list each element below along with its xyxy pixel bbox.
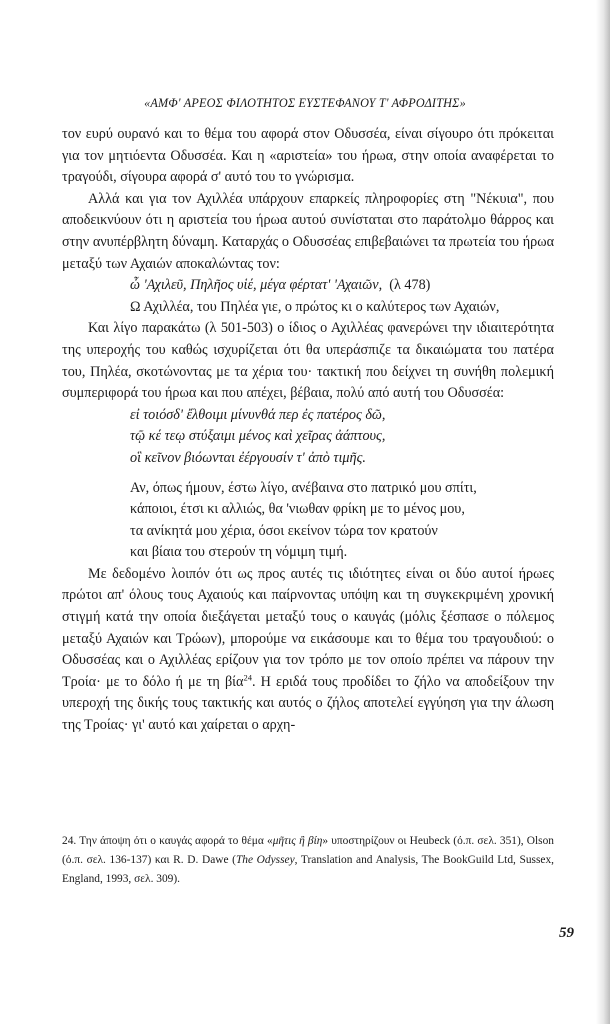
page-number: 59 bbox=[559, 925, 574, 941]
footnote-text-c: , Translation and Analysis, The BookGuild Ltd, Sussex, England, 1993, σελ. 309). bbox=[62, 853, 555, 885]
quote-2-translation-line: τα ανίκητά μου χέρια, όσοι εκείνον τώρα τον κρατούν bbox=[130, 522, 438, 539]
paragraph-2: Αλλά και για τον Αχιλλέα υπάρχουν επαρκείς πληροφορίες στη "Νέκυια", που αποδεικνύουν ότι η αριστεία του ήρωα αυτού συνίσταται στο παράτολμο θάρρος και στην ανυπέρβλητη δύναμη. Καταρχάς ο Οδυσσέας επιβεβαιώνει τα πρωτεία του ήρωα μεταξύ των Αχαιών αποκαλώντας τον: bbox=[62, 190, 554, 272]
quote-1-greek-line bbox=[62, 275, 554, 297]
quote-2-translation-line: κάποιοι, έτσι κι αλλιώς, θα 'νιωθαν φρίκη με το μένος μου, bbox=[130, 501, 465, 518]
quote-2-translation-line: και βίαια του στερούν τη νόμιμη τιμή. bbox=[130, 544, 348, 561]
paragraph-3: Και λίγο παρακάτω (λ 501-503) ο ίδιος ο Αχιλλέας φανερώνει την ιδιαιτερότητα της υπεροχής του καθώς ισχυρίζεται ότι θα υπεράσπιζε τα δικαιώματα του πατέρα του, Πηλέα, σκοτώνοντας με τα χέρια του· τακτική που δείχνει τη συνήθη πολεμική συμπεριφορά του ήρωα και που απέχει, βέβαια, πολύ από αυτή του Οδυσσέα: bbox=[62, 320, 554, 402]
quote-1-translation: Ω Αχιλλέα, του Πηλέα γιε, ο πρώτος κι ο καλύτερος των Αχαιών, bbox=[130, 298, 500, 315]
running-head: «ΑΜΦ' ΑΡΕΟΣ ΦΙΛΟΤΗΤΟΣ ΕΥΣΤΕΦΑΝΟΥ Τ' ΑΦΡΟΔΙΤΗΣ» bbox=[144, 96, 466, 110]
footnote-book-title: The Odyssey bbox=[235, 853, 295, 866]
footnote bbox=[62, 832, 554, 888]
paragraph-4-text-b: . Η εριδά τους προδίδει το ζήλο να αποδείξουν την υπεροχή της δικής τους τακτικής και αυτός ο ζήλος αποτελεί εγγύηση για την άλωση της Τροίας· γι' αυτό και χαίρεται ο αρχη- bbox=[62, 673, 555, 734]
quote-2-greek-line: οἳ κεῖνον βιόωνται ἐέργουσίν τ' ἀπὸ τιμῆς. bbox=[130, 449, 366, 466]
page-edge-shadow bbox=[596, 0, 610, 1024]
footnote-text-b: » υποστηρίζουν οι Heubeck (ό.π. σελ. 351), Olson (ό.π. σελ. 136-137) και R. D. Dawe ( bbox=[62, 835, 554, 866]
main-text bbox=[62, 124, 554, 737]
paragraph-4 bbox=[62, 564, 554, 737]
footnote-greek-phrase: μῆτις ἢ βίη bbox=[272, 835, 323, 847]
quote-2-translation-line: Αν, όπως ήμουν, έστω λίγο, ανέβαινα στο πατρικό μου σπίτι, bbox=[130, 479, 477, 496]
footnote-number: 24. bbox=[62, 835, 77, 847]
footnote-text-a: Την άποψη ότι ο καυγάς αφορά το θέμα « bbox=[79, 835, 273, 847]
footnote-reference[interactable]: 24 bbox=[243, 672, 252, 683]
quote-1-citation: (λ 478) bbox=[389, 277, 431, 294]
paragraph-1: τον ευρύ ουρανό και το θέμα του αφορά στον Οδυσσέα, είναι σίγουρο ότι πρόκειται για τον μητιόεντα Οδυσσέα. Και η «αριστεία» του ήρωα, στην οποία αναφέρεται το τραγούδι, σίγουρα αφορά σ' αυτό του το γνώρισμα. bbox=[62, 126, 554, 186]
paragraph-4-text-a: Με δεδομένο λοιπόν ότι ως προς αυτές τις ιδιότητες είναι οι δύο αυτοί ήρωες πρώτοι απ' όλους τους Αχαιούς και παίρνοντας υπόψη και τη συγκεκριμένη χρονική στιγμή κατά την οποία διεξάγεται μεταξύ τους ο καυγάς (μόλις ξέσπασε ο πόλεμος μεταξύ Αχαιών και Τρώων), μπορούμε να εικάσουμε και το θέμα του τραγουδιού: ο Οδυσσέας και ο Αχιλλέας ερίζουν για τον τρόπο με τον οποίο πρέπει να πάρουν την Τροία· με το δόλο ή με τη βία bbox=[62, 565, 554, 690]
verse-gap bbox=[62, 470, 554, 478]
quote-1-greek: ὦ 'Αχιλεῦ, Πηλῆος υἱέ, μέγα φέρτατ' 'Αχαιῶν, bbox=[130, 277, 383, 294]
quote-2-greek-line: τῷ κέ τεῳ στύξαιμι μένος καὶ χεῖρας ἀάπτους, bbox=[130, 428, 386, 445]
quote-2-greek-line: εἰ τοιόσδ' ἔλθοιμι μίνυνθά περ ἐς πατέρος δῶ, bbox=[130, 406, 386, 423]
